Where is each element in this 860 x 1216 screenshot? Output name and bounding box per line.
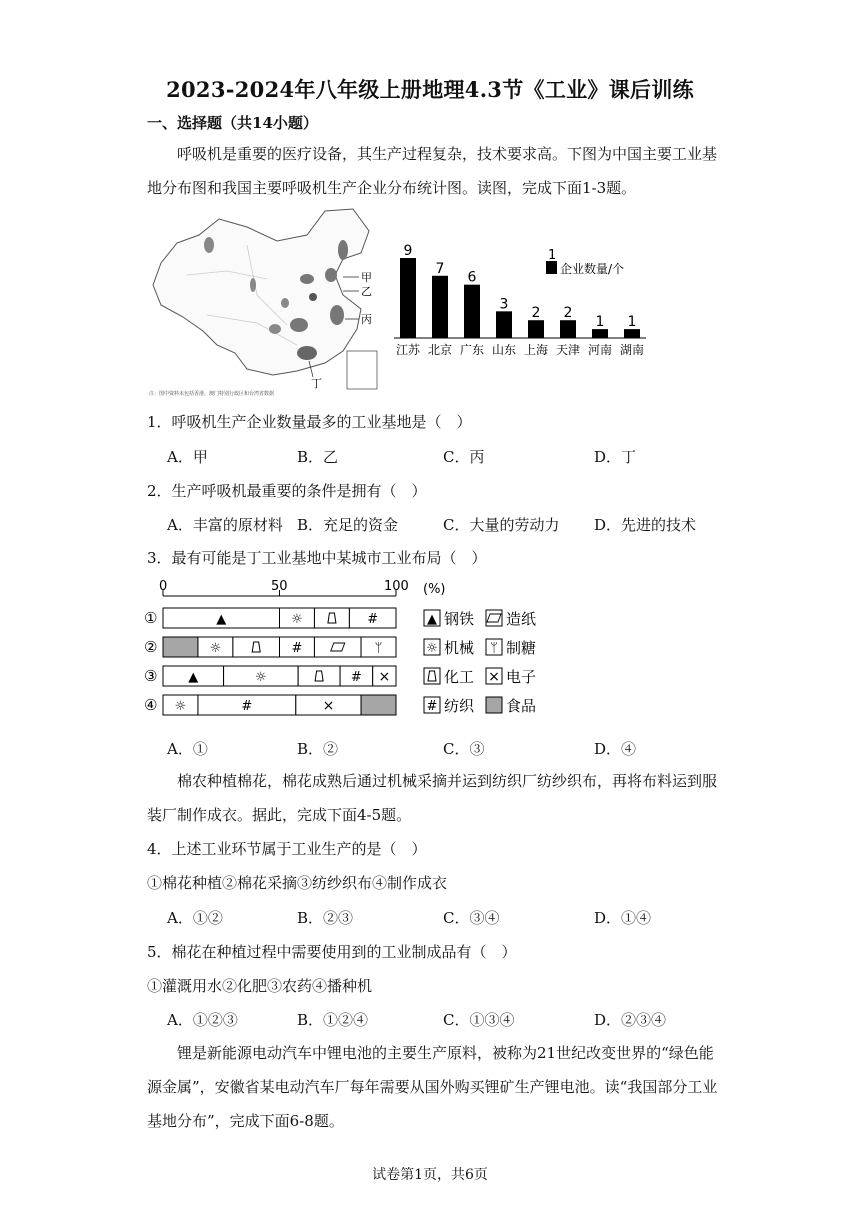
- option-a[interactable]: A．①②③: [167, 1011, 238, 1029]
- bar-value-label: 2: [531, 305, 541, 322]
- china-industrial-base-map: [147, 205, 383, 397]
- map-label-bing: 丙: [361, 313, 372, 326]
- question-4-items: ①棉花种植②棉花采摘③纺纱织布④制作成衣: [147, 874, 448, 892]
- map-note: 注：图中资料未包括香港、澳门特别行政区和台湾省数据: [149, 391, 275, 397]
- row-label: ③: [144, 667, 158, 685]
- svg-text:#: #: [367, 612, 379, 627]
- bar-value-label: 9: [403, 243, 413, 259]
- svg-text:#: #: [241, 699, 253, 714]
- svg-text:#: #: [426, 699, 438, 714]
- svg-text:▲: ▲: [188, 670, 199, 685]
- legend-label: 钢铁: [444, 610, 475, 628]
- page-title: 2023-2024年八年级上册地理4.3节《工业》课后训练: [166, 77, 694, 102]
- legend-label: 食品: [506, 697, 537, 715]
- option-c[interactable]: C．③: [443, 740, 485, 758]
- svg-text:☼: ☼: [291, 612, 303, 627]
- svg-text:#: #: [350, 670, 362, 685]
- bar-山东: [496, 311, 512, 338]
- question-5-stem: 5．棉花在种植过程中需要使用到的工业制成品有（ ）: [147, 943, 517, 961]
- svg-text:☼: ☼: [174, 699, 187, 714]
- bar-value-label: 1: [627, 314, 637, 331]
- svg-text:☼: ☼: [255, 670, 267, 685]
- base-region: [330, 305, 344, 325]
- map-label-yi: 乙: [361, 285, 372, 298]
- question-1-stem: 1．呼吸机生产企业数量最多的工业基地是（ ）: [147, 413, 472, 431]
- base-region: [325, 268, 337, 282]
- svg-text:ᛘ: ᛘ: [374, 641, 383, 656]
- svg-text:☼: ☼: [426, 641, 438, 656]
- svg-text:▲: ▲: [216, 612, 227, 627]
- option-b[interactable]: B．①②④: [297, 1011, 369, 1029]
- legend-label: 机械: [444, 639, 475, 657]
- south-sea-inset: [347, 351, 377, 389]
- bar-上海: [528, 320, 544, 338]
- svg-text:☼: ☼: [209, 641, 222, 656]
- svg-text:▲: ▲: [427, 612, 437, 627]
- legend-label: 化工: [444, 668, 475, 686]
- option-d[interactable]: D．丁: [594, 448, 637, 466]
- bar-河南: [592, 329, 608, 338]
- category-label: 湖南: [619, 343, 645, 357]
- option-d[interactable]: D．②③④: [594, 1011, 667, 1029]
- bar-江苏: [400, 258, 416, 338]
- layout-segment: [163, 637, 198, 657]
- layout-segment: [314, 608, 349, 628]
- question-4-stem: 4．上述工业环节属于工业生产的是（ ）: [147, 840, 427, 858]
- row-label: ②: [144, 638, 158, 656]
- map-label-jia: 甲: [361, 271, 372, 284]
- base-region: [297, 346, 317, 360]
- bar-广东: [464, 285, 480, 338]
- category-label: 北京: [427, 343, 453, 357]
- question-5-items: ①灌溉用水②化肥③农药④播种机: [147, 977, 373, 995]
- category-label: 江苏: [395, 343, 421, 357]
- option-c[interactable]: C．①③④: [443, 1011, 515, 1029]
- svg-text:×: ×: [378, 669, 391, 685]
- option-b[interactable]: B．②③: [297, 909, 354, 927]
- map-label-ding: 丁: [311, 377, 322, 390]
- axis-tick-100: 100: [384, 579, 409, 594]
- option-c[interactable]: C．大量的劳动力: [443, 516, 560, 534]
- option-d[interactable]: D．先进的技术: [594, 516, 697, 534]
- bar-湖南: [624, 329, 640, 338]
- option-b[interactable]: B．乙: [297, 448, 339, 466]
- city-industry-layout-chart: [140, 578, 560, 724]
- legend-label: 造纸: [506, 610, 537, 628]
- china-outline: [153, 209, 369, 375]
- axis-tick-0: 0: [159, 579, 168, 594]
- option-a[interactable]: A．甲: [167, 448, 208, 466]
- legend-label: 电子: [506, 668, 537, 686]
- base-region: [204, 237, 214, 253]
- page-footer: 试卷第1页，共6页: [372, 1167, 488, 1183]
- passage-1: 呼吸机是重要的医疗设备，其生产过程复杂，技术要求高。下图为中国主要工业基地分布图和我国主要呼吸机生产企业分布统计图。读图，完成下面1-3题。: [147, 145, 718, 197]
- category-label: 广东: [459, 343, 485, 357]
- legend-label: 纺织: [444, 697, 475, 715]
- bar-value-label: 1: [595, 314, 605, 331]
- ventilator-enterprise-bar-chart: [390, 238, 660, 360]
- passage-2: 棉农种植棉花，棉花成熟后通过机械采摘并运到纺织厂纺纱织布，再将布料运到服装厂制作成衣。据此，完成下面4-5题。: [147, 772, 718, 824]
- bar-value-label: 3: [499, 296, 509, 313]
- bar-value-label: 7: [435, 260, 445, 277]
- layout-segment: [233, 637, 280, 657]
- option-c[interactable]: C．③④: [443, 909, 500, 927]
- base-region: [250, 278, 256, 292]
- bar-北京: [432, 276, 448, 338]
- axis-unit: (%): [423, 582, 446, 597]
- base-region: [300, 274, 314, 284]
- legend-label: 企业数量/个: [560, 262, 625, 276]
- question-3-stem: 3．最有可能是丁工业基地中某城市工业布局（ ）: [147, 549, 487, 567]
- option-a[interactable]: A．丰富的原材料: [167, 516, 283, 534]
- axis-tick-50: 50: [271, 579, 288, 594]
- svg-text:ᛘ: ᛘ: [490, 641, 498, 656]
- category-label: 天津: [555, 343, 581, 357]
- category-label: 山东: [491, 343, 517, 357]
- bar-天津: [560, 320, 576, 338]
- option-b[interactable]: B．充足的资金: [297, 516, 399, 534]
- option-d[interactable]: D．④: [594, 740, 637, 758]
- bar-value-label: 6: [467, 269, 477, 286]
- bar-value-label: 2: [563, 305, 573, 322]
- legend-label: 制糖: [506, 639, 537, 657]
- base-region: [309, 293, 317, 301]
- base-region: [281, 298, 289, 308]
- svg-text:#: #: [291, 641, 303, 656]
- section-heading: 一、选择题（共14小题）: [147, 114, 318, 132]
- option-c[interactable]: C．丙: [443, 448, 485, 466]
- option-b[interactable]: B．②: [297, 740, 339, 758]
- passage-3: 锂是新能源电动汽车中锂电池的主要生产原料，被称为21世纪改变世界的“绿色能源金属”，安徽省某电动汽车厂每年需要从国外购买锂矿生产锂电池。读“我国部分工业基地分布”，完成下面6-8题。: [147, 1044, 718, 1130]
- row-label: ④: [144, 696, 158, 714]
- row-label: ①: [144, 609, 158, 627]
- category-label: 河南: [587, 343, 613, 357]
- base-region: [338, 240, 348, 260]
- legend-symbol: [486, 697, 502, 713]
- option-a[interactable]: A．①②: [167, 909, 223, 927]
- question-2-stem: 2．生产呼吸机最重要的条件是拥有（ ）: [147, 482, 427, 500]
- layout-segment: [361, 695, 396, 715]
- base-region: [290, 318, 308, 332]
- legend-symbol: [424, 668, 440, 684]
- layout-segment: [298, 666, 340, 686]
- svg-text:×: ×: [488, 669, 500, 685]
- legend-value: 1: [548, 248, 557, 263]
- option-d[interactable]: D．①④: [594, 909, 652, 927]
- base-region: [269, 324, 281, 334]
- layout-segment: [314, 637, 361, 657]
- svg-text:×: ×: [322, 698, 335, 714]
- option-a[interactable]: A．①: [167, 740, 208, 758]
- category-label: 上海: [523, 343, 549, 357]
